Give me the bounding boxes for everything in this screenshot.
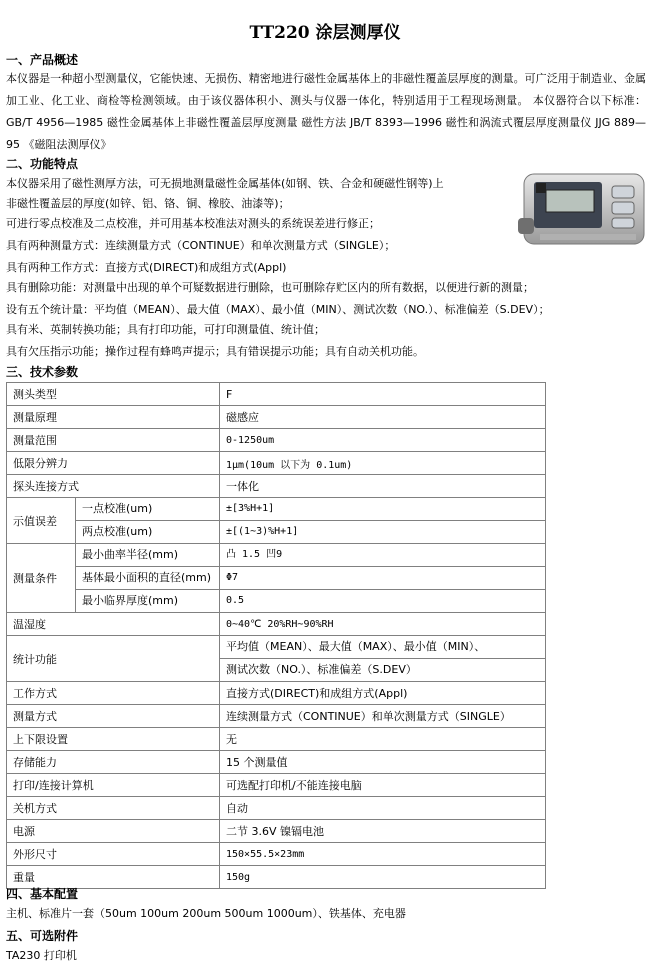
spec-group-label: 测量条件	[7, 544, 76, 612]
config-text: 主机、标准片一套（50um 100um 200um 500um 1000um）、铁基体、充电器	[6, 907, 406, 920]
spec-value: 磁感应	[220, 406, 546, 429]
table-row	[7, 705, 546, 728]
spec-value-line: 平均值（MEAN）、最大值（MAX）、最小值（MIN）、	[220, 636, 545, 659]
spec-group-label: 示值误差	[7, 498, 76, 543]
spec-sublabel: 基体最小面积的直径(mm)	[76, 567, 219, 590]
table-row	[7, 383, 546, 406]
spec-value: 15 个测量值	[220, 751, 546, 774]
spec-value: 1μm(10um 以下为 0.1um)	[220, 452, 546, 475]
spec-table	[6, 382, 546, 889]
spec-label: 电源	[7, 820, 220, 843]
section-heading-accessories: 五、可选附件	[6, 929, 79, 943]
spec-label: 关机方式	[7, 797, 220, 820]
spec-sublabel: 最小曲率半径(mm)	[76, 544, 219, 567]
spec-value: 0.5	[226, 595, 245, 606]
section-heading-specs: 三、技术参数	[6, 365, 79, 379]
thickness-gauge-image	[516, 168, 648, 254]
spec-label: 重量	[7, 866, 220, 889]
spec-value: 150×55.5×23mm	[220, 843, 546, 866]
spec-value: 无	[220, 728, 546, 751]
spec-label: 存储能力	[7, 751, 220, 774]
spec-label: 探头连接方式	[7, 475, 220, 498]
table-row	[7, 797, 546, 820]
spec-label: 测量原理	[7, 406, 220, 429]
spec-value: 150g	[220, 866, 546, 889]
table-row	[7, 544, 546, 613]
spec-value: ±[(1~3)%H+1]	[226, 526, 299, 537]
spec-label: 打印/连接计算机	[7, 774, 220, 797]
feature-line: 具有删除功能：对测量中出现的单个可疑数据进行删除，也可删除存贮区内的所有数据，以便进行新的测量；	[6, 281, 534, 294]
spec-sublabel: 两点校准(um)	[82, 525, 153, 538]
spec-label: 低限分辨力	[7, 452, 220, 475]
spec-group-values	[220, 498, 546, 544]
table-row	[7, 682, 546, 705]
feature-line: 设有五个统计量：平均值（MEAN）、最大值（MAX）、最小值（MIN）、测试次数（NO.）、标准偏差（S.DEV）；	[6, 303, 550, 316]
spec-sublabel: 一点校准(um)	[76, 498, 219, 521]
spec-value: F	[220, 383, 546, 406]
spec-value: 自动	[220, 797, 546, 820]
table-row	[7, 636, 546, 682]
spec-label: 测头类型	[7, 383, 220, 406]
section-heading-config: 四、基本配置	[6, 887, 79, 901]
spec-group-values	[220, 544, 546, 613]
spec-label: 测量方式	[7, 705, 220, 728]
spec-group-conditions	[7, 544, 220, 613]
spec-value: 二节 3.6V 镍镉电池	[220, 820, 546, 843]
spec-value: 0~40℃ 20%RH~90%RH	[220, 613, 546, 636]
spec-group-error	[7, 498, 220, 544]
spec-value: 凸 1.5 凹9	[220, 544, 545, 567]
table-row	[7, 866, 546, 889]
feature-line: 具有欠压指示功能；操作过程有蜂鸣声提示；具有错误提示功能；具有自动关机功能。	[6, 345, 424, 358]
table-row	[7, 429, 546, 452]
spec-value: 0-1250um	[220, 429, 546, 452]
table-row	[7, 751, 546, 774]
spec-label: 上下限设置	[7, 728, 220, 751]
feature-line: 具有两种测量方式：连续测量方式（CONTINUE）和单次测量方式（SINGLE）；	[6, 239, 396, 252]
feature-line: 具有米、英制转换功能；具有打印功能，可打印测量值、统计值；	[6, 323, 325, 336]
spec-value: ±[3%H+1]	[220, 498, 545, 521]
spec-label: 工作方式	[7, 682, 220, 705]
spec-label: 测量范围	[7, 429, 220, 452]
section-heading-features: 二、功能特点	[6, 157, 79, 171]
spec-value: Φ7	[220, 567, 545, 590]
spec-value: 连续测量方式（CONTINUE）和单次测量方式（SINGLE）	[220, 705, 546, 728]
feature-line: 非磁性覆盖层的厚度(如锌、铝、铬、铜、橡胶、油漆等)；	[6, 197, 290, 210]
spec-value: 可选配打印机/不能连接电脑	[220, 774, 546, 797]
spec-label: 外形尺寸	[7, 843, 220, 866]
spec-sublabel: 最小临界厚度(mm)	[82, 594, 179, 607]
table-row	[7, 820, 546, 843]
table-row	[7, 452, 546, 475]
page-title: TT220 涂层测厚仪	[249, 23, 401, 43]
spec-value-line: 测试次数（NO.）、标准偏差（S.DEV）	[226, 663, 417, 676]
table-row	[7, 475, 546, 498]
accessories-text: TA230 打印机	[6, 949, 77, 962]
table-row	[7, 406, 546, 429]
table-row	[7, 498, 546, 544]
spec-value: 直接方式(DIRECT)和成组方式(Appl)	[220, 682, 546, 705]
feature-line: 可进行零点校准及二点校准，并可用基本校准法对测头的系统误差进行修正；	[6, 217, 380, 230]
spec-value-multiline	[220, 636, 546, 682]
feature-line: 具有两种工作方式：直接方式(DIRECT)和成组方式(Appl)	[6, 261, 287, 274]
table-row	[7, 613, 546, 636]
table-row	[7, 728, 546, 751]
section-heading-overview: 一、产品概述	[6, 53, 79, 67]
spec-value: 一体化	[220, 475, 546, 498]
spec-label: 统计功能	[7, 636, 220, 682]
feature-line: 本仪器采用了磁性测厚方法，可无损地测量磁性金属基体(如钢、铁、合金和硬磁性钢等)上	[6, 177, 444, 190]
spec-label: 温湿度	[7, 613, 220, 636]
table-row	[7, 843, 546, 866]
table-row	[7, 774, 546, 797]
overview-paragraph: 本仪器是一种超小型测量仪，它能快速、无损伤、精密地进行磁性金属基体上的非磁性覆盖层厚度的测量。可广泛用于制造业、金属加工业、化工业、商检等检测领域。由于该仪器体积小、测头与仪器一体化，特别适用于工程现场测量。 本仪器符合以下标准： GB/T 4956—1985 磁性金属基体上非磁性覆盖层厚度测量 磁性方法 JB/T 8393—1996 磁性和涡流式覆层厚度测量仪 JJG 889—95 《磁阻法测厚仪》	[6, 72, 646, 151]
